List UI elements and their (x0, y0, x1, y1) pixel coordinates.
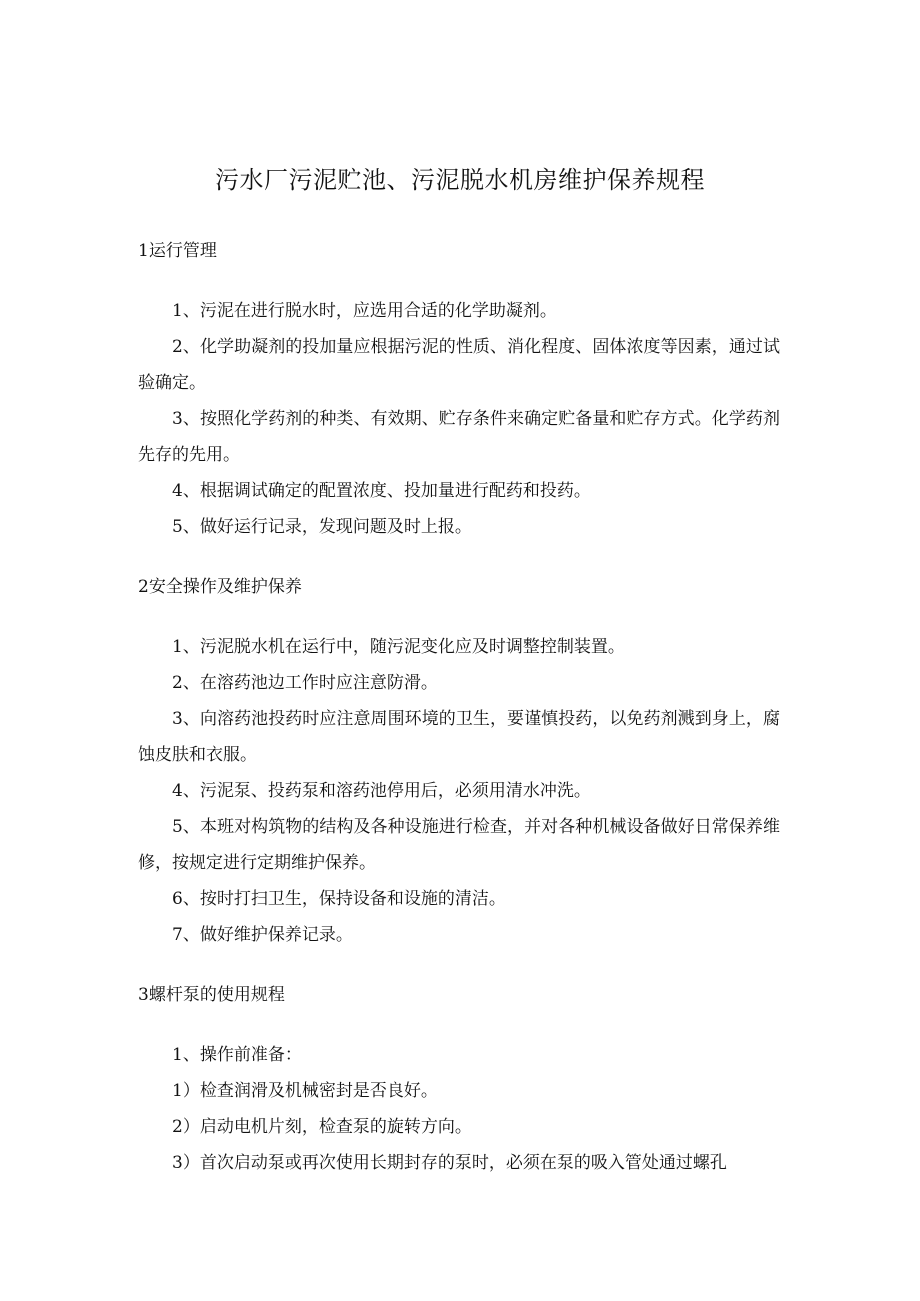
section-body (138, 1037, 780, 1181)
section-body (138, 629, 780, 953)
paragraph: 2）启动电机片刻，检查泵的旋转方向。 (172, 1117, 472, 1137)
paragraph: 5、本班对构筑物的结构及各种设施进行检查，并对各种机械设备做好日常保养维修，按规定进行定期维护保养。 (138, 817, 780, 873)
section-operation-management (138, 233, 780, 545)
paragraph: 1、操作前准备： (172, 1045, 302, 1065)
document-title: 污水厂污泥贮池、污泥脱水机房维护保养规程 (215, 166, 705, 194)
paragraph: 1、污泥脱水机在运行中，随污泥变化应及时调整控制装置。 (172, 637, 625, 657)
section-heading: 3螺杆泵的使用规程 (138, 985, 285, 1005)
section-heading: 2安全操作及维护保养 (138, 577, 302, 597)
section-screw-pump-rules (138, 977, 780, 1181)
paragraph: 2、在溶药池边工作时应注意防滑。 (172, 673, 438, 693)
document-body (138, 233, 780, 1205)
paragraph: 7、做好维护保养记录。 (172, 925, 353, 945)
paragraph: 2、化学助凝剂的投加量应根据污泥的性质、消化程度、固体浓度等因素，通过试验确定。 (138, 337, 780, 393)
paragraph: 4、污泥泵、投药泵和溶药池停用后，必须用清水冲洗。 (172, 781, 591, 801)
paragraph: 1、污泥在进行脱水时，应选用合适的化学助凝剂。 (172, 301, 557, 321)
section-body (138, 293, 780, 545)
paragraph: 5、做好运行记录，发现问题及时上报。 (172, 517, 472, 537)
section-safety-maintenance (138, 569, 780, 953)
section-heading: 1运行管理 (138, 241, 217, 261)
paragraph: 3、向溶药池投药时应注意周围环境的卫生，要谨慎投药，以免药剂溅到身上，腐蚀皮肤和衣服。 (138, 709, 780, 765)
paragraph: 1）检查润滑及机械密封是否良好。 (172, 1081, 438, 1101)
paragraph: 6、按时打扫卫生，保持设备和设施的清洁。 (172, 889, 506, 909)
paragraph: 3、按照化学药剂的种类、有效期、贮存条件来确定贮备量和贮存方式。化学药剂先存的先用。 (138, 409, 780, 465)
paragraph: 3）首次启动泵或再次使用长期封存的泵时，必须在泵的吸入管处通过螺孔 (172, 1153, 727, 1173)
paragraph: 4、根据调试确定的配置浓度、投加量进行配药和投药。 (172, 481, 591, 501)
